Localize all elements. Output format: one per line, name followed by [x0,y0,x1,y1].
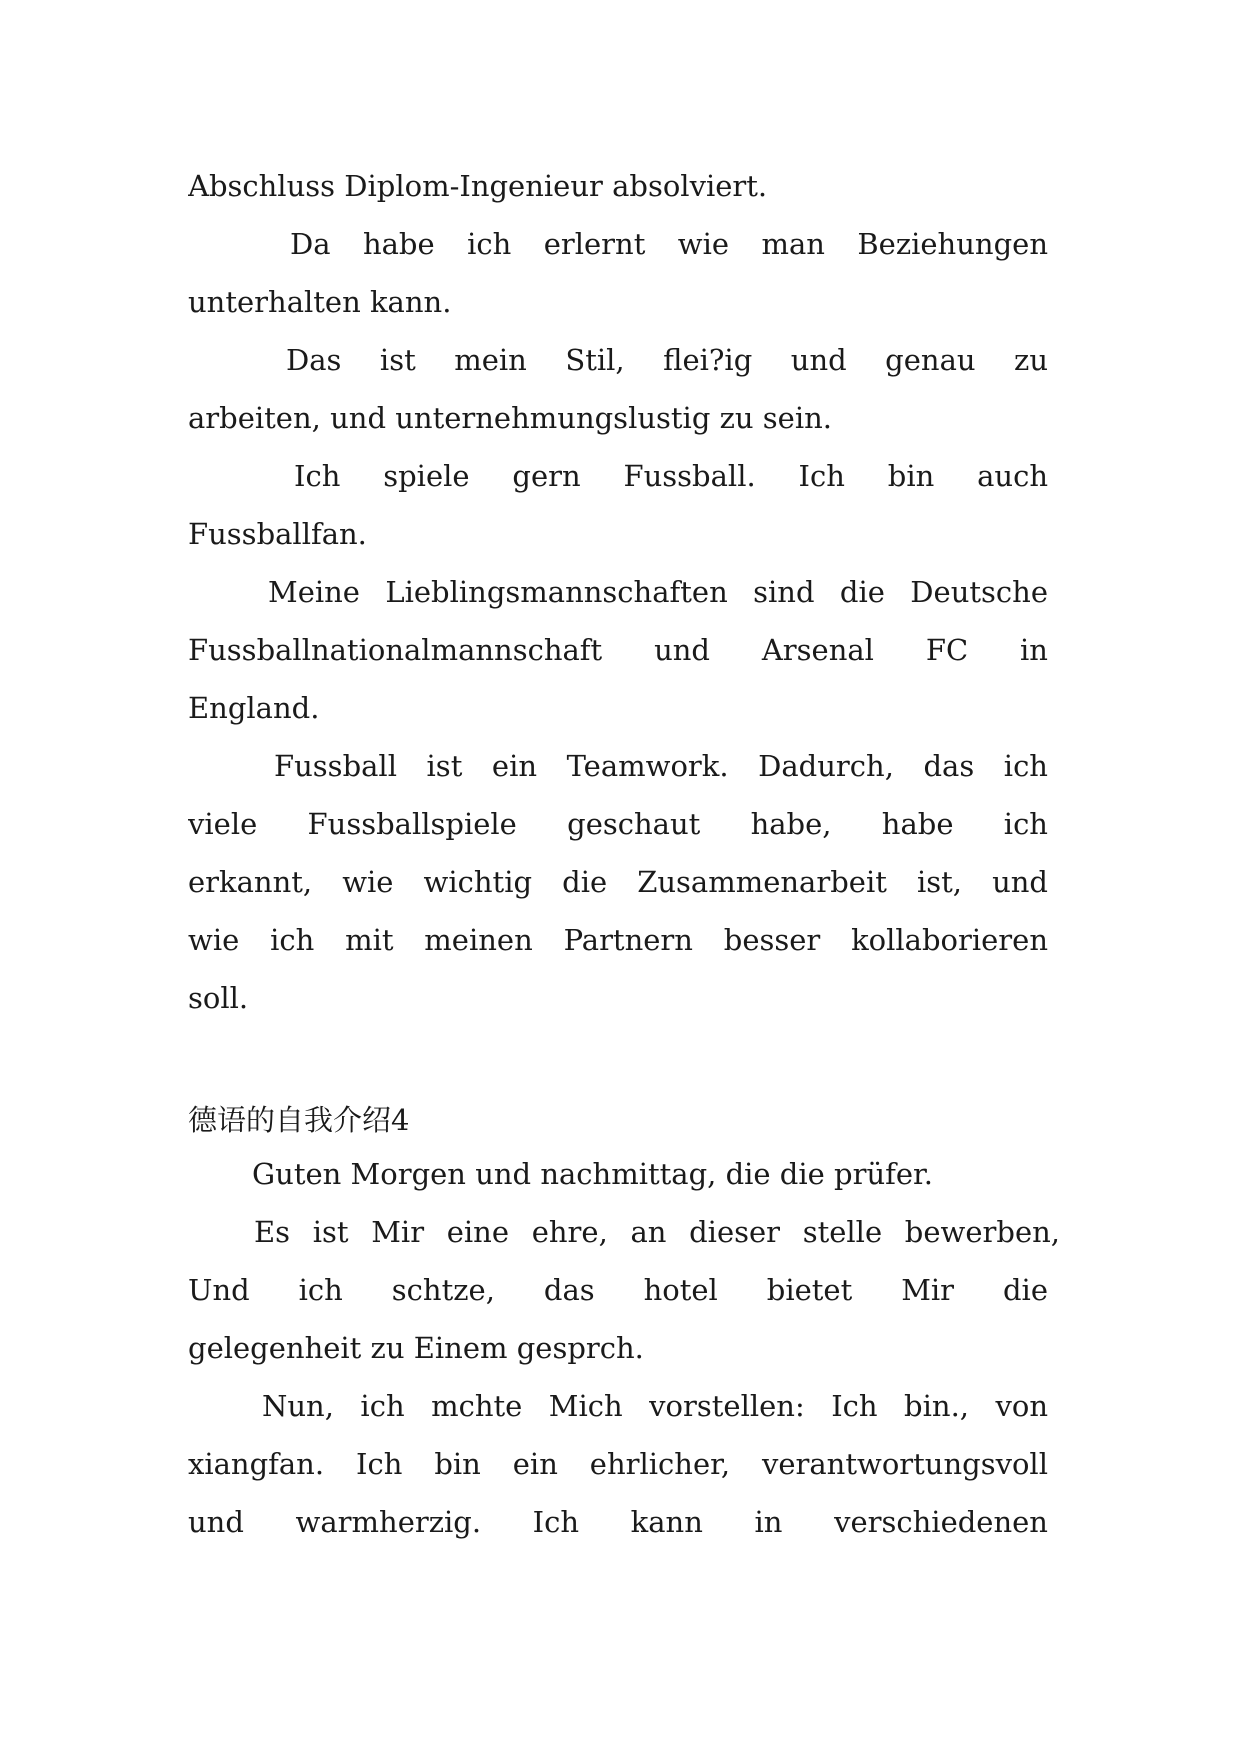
text-line: Das ist mein Stil, flei?ig und genau zu [286,343,1048,377]
text-line: Fussballnationalmannschaft und Arsenal FC in [188,633,1048,667]
text-line: und warmherzig. Ich kann in verschiedenen [188,1505,1048,1539]
text-line: unterhalten kann. [188,285,452,319]
text-line: viele Fussballspiele geschaut habe, habe ich [188,807,1048,841]
text-line: England. [188,691,320,725]
text-line: Abschluss Diplom-Ingenieur absolviert. [188,169,768,203]
text-line: erkannt, wie wichtig die Zusammenarbeit ist, und [188,865,1048,899]
text-line: Nun, ich mchte Mich vorstellen: Ich bin., von [262,1389,1048,1423]
section-heading: 德语的自我介绍4 [188,1103,410,1137]
text-line: Fussballfan. [188,517,367,551]
text-line: Meine Lieblingsmannschaften sind die Deutsche [268,575,1048,609]
text-line: Ich spiele gern Fussball. Ich bin auch [294,459,1048,493]
text-line: Fussball ist ein Teamwork. Dadurch, das ich [274,749,1048,783]
text-line: Und ich schtze, das hotel bietet Mir die [188,1273,1048,1307]
text-line: xiangfan. Ich bin ein ehrlicher, verantwortungsvoll [188,1447,1048,1481]
text-line: gelegenheit zu Einem gesprch. [188,1331,644,1365]
text-line: Guten Morgen und nachmittag, die die prüfer. [252,1157,933,1191]
text-line: arbeiten, und unternehmungslustig zu sein. [188,401,833,435]
text-line: soll. [188,981,249,1015]
text-line: Es ist Mir eine ehre, an dieser stelle bewerben, [254,1215,1060,1249]
text-line: Da habe ich erlernt wie man Beziehungen [290,227,1048,261]
text-line: wie ich mit meinen Partnern besser kollaborieren [188,923,1048,957]
